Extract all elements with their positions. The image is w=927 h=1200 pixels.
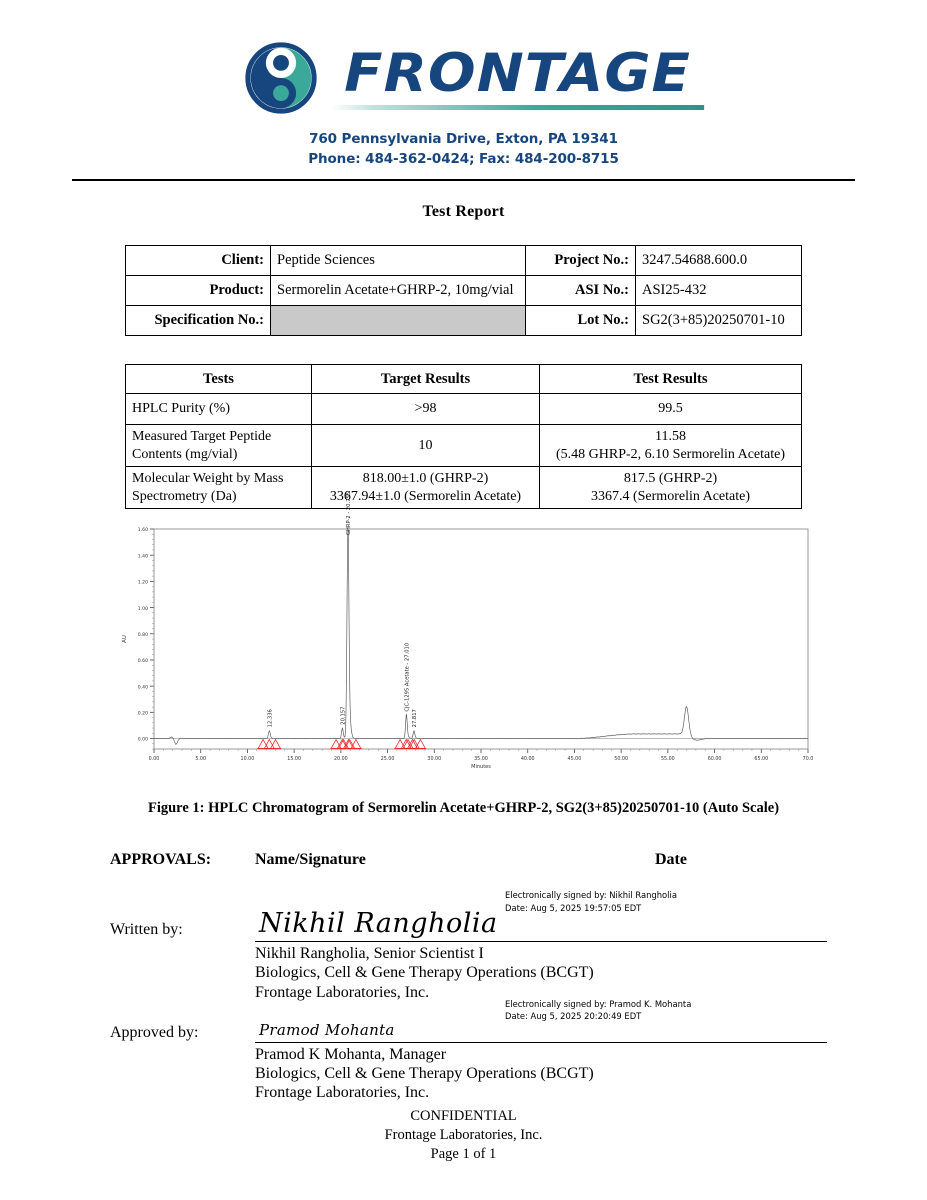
approved-by-esign-line1: Electronically signed by: Pramod K. Mohanta (505, 998, 692, 1009)
written-by-esign-line2: Date: Aug 5, 2025 19:57:05 EDT (505, 902, 642, 913)
product-label: Product: (126, 276, 271, 306)
svg-text:45.00: 45.00 (567, 757, 581, 763)
figure-caption: Figure 1: HPLC Chromatogram of Sermorelin Acetate+GHRP-2, SG2(3+85)20250701-10 (Auto Scale) (147, 800, 780, 817)
svg-text:60.00: 60.00 (707, 757, 721, 763)
company-address (0, 130, 927, 169)
svg-text:1.20: 1.20 (137, 580, 148, 586)
specification-no-value (271, 306, 526, 336)
client-value: Peptide Sciences (271, 246, 526, 276)
svg-text:40.00: 40.00 (520, 757, 535, 763)
svg-text:70.0: 70.0 (802, 757, 813, 763)
target-molecular-weight-line2: 3367.94±1.0 (Sermorelin Acetate) (329, 488, 522, 504)
svg-text:0.20: 0.20 (137, 711, 148, 717)
frontage-circle-logo-icon (245, 42, 317, 114)
svg-text:0.40: 0.40 (137, 685, 148, 691)
table-row (126, 467, 802, 509)
test-name-peptide-content-text: Measured Target Peptide Contents (mg/vial) (132, 429, 272, 462)
test-name-peptide-content (126, 425, 312, 467)
svg-text:5.00: 5.00 (194, 757, 206, 763)
approvals-header-row (110, 851, 827, 875)
svg-text:1.60: 1.60 (137, 528, 148, 534)
asi-no-label: ASI No.: (526, 276, 636, 306)
address-line-2: Phone: 484-362-0424; Fax: 484-200-8715 (308, 150, 619, 167)
client-label: Client: (126, 246, 271, 276)
written-by-detail-line2: Biologics, Cell & Gene Therapy Operations (BCGT) (255, 964, 594, 982)
svg-text:35.00: 35.00 (473, 757, 488, 763)
test-results-table (125, 364, 802, 509)
written-by-signature: Nikhil Rangholia (259, 908, 498, 940)
svg-text:0.80: 0.80 (137, 633, 148, 639)
report-info-table (125, 245, 802, 336)
footer-confidential: CONFIDENTIAL (410, 1108, 517, 1125)
result-molecular-weight-line2: 3367.4 (Sermorelin Acetate) (590, 488, 750, 504)
logo-row (0, 40, 927, 116)
page-footer (0, 1107, 927, 1164)
svg-text:30.00: 30.00 (426, 757, 441, 763)
target-hplc-purity: >98 (312, 394, 540, 425)
svg-text:50.00: 50.00 (613, 757, 628, 763)
approvals-section (0, 851, 927, 1102)
result-peptide-content (540, 425, 802, 467)
approved-by-detail-line2: Biologics, Cell & Gene Therapy Operations (BCGT) (255, 1064, 594, 1082)
lot-no-value: SG2(3+85)20250701-10 (636, 306, 802, 336)
svg-text:10.00: 10.00 (240, 757, 254, 763)
approval-entry-written-by (110, 885, 827, 1002)
test-name-molecular-weight (126, 467, 312, 509)
page-title: Test Report (422, 203, 505, 221)
target-molecular-weight-line1: 818.00±1.0 (GHRP-2) (362, 471, 489, 487)
table-row (126, 276, 802, 306)
target-peptide-content: 10 (312, 425, 540, 467)
test-name-hplc-purity: HPLC Purity (%) (126, 394, 312, 425)
svg-text:AU: AU (121, 635, 128, 643)
svg-text:20.157: 20.157 (339, 706, 346, 725)
col-header-test-results: Test Results (540, 365, 802, 394)
project-no-label: Project No.: (526, 246, 636, 276)
written-by-esign-line1: Electronically signed by: Nikhil Rangholia (505, 890, 677, 901)
written-by-detail-line1: Nikhil Rangholia, Senior Scientist I (255, 945, 484, 963)
approved-by-signature-area (255, 998, 827, 1043)
svg-text:CJC-1295 Acetate - 27.010: CJC-1295 Acetate - 27.010 (403, 642, 410, 712)
col-header-target-results: Target Results (312, 365, 540, 394)
project-no-value: 3247.54688.600.0 (636, 246, 802, 276)
svg-text:Minutes: Minutes (470, 764, 491, 771)
result-molecular-weight (540, 467, 802, 509)
header-divider (72, 179, 855, 181)
approvals-heading: APPROVALS: (110, 851, 212, 869)
approved-by-esign-stamp (505, 998, 691, 1023)
result-peptide-content-line1: 11.58 (655, 429, 686, 445)
approved-by-label: Approved by: (110, 1023, 199, 1041)
frontage-wordmark (331, 42, 691, 114)
table-row (126, 306, 802, 336)
written-by-signature-area (255, 885, 827, 942)
svg-text:1.00: 1.00 (137, 606, 148, 612)
result-peptide-content-line2: (5.48 GHRP-2, 6.10 Sermorelin Acetate) (555, 446, 785, 462)
svg-text:27.817: 27.817 (411, 709, 418, 728)
specification-no-label: Specification No.: (126, 306, 271, 336)
svg-text:0.00: 0.00 (148, 757, 159, 763)
approved-by-detail-line1: Pramod K Mohanta, Manager (255, 1045, 447, 1063)
approved-by-details (255, 1043, 827, 1103)
svg-text:GHRP-2 - 20.755: GHRP-2 - 20.755 (345, 492, 352, 536)
svg-text:15.00: 15.00 (286, 757, 301, 763)
asi-no-value: ASI25-432 (636, 276, 802, 306)
approved-by-detail-line3: Frontage Laboratories, Inc. (255, 1084, 430, 1102)
result-molecular-weight-line1: 817.5 (GHRP-2) (623, 471, 718, 487)
table-row (126, 425, 802, 467)
svg-text:0.60: 0.60 (137, 659, 148, 665)
footer-page-number: Page 1 of 1 (430, 1146, 497, 1163)
written-by-label: Written by: (110, 921, 183, 939)
svg-text:20.00: 20.00 (333, 757, 348, 763)
svg-text:0.00: 0.00 (137, 737, 148, 743)
approved-by-esign-line2: Date: Aug 5, 2025 20:20:49 EDT (505, 1011, 642, 1022)
written-by-details (255, 942, 827, 1002)
table-header-row (126, 365, 802, 394)
written-by-esign-stamp (505, 889, 677, 914)
approval-entry-approved-by (110, 998, 827, 1103)
lot-no-label: Lot No.: (526, 306, 636, 336)
approvals-col-date: Date (655, 851, 687, 869)
table-row (126, 246, 802, 276)
col-header-tests: Tests (126, 365, 312, 394)
svg-text:12.336: 12.336 (266, 709, 273, 728)
address-line-1: 760 Pennsylvania Drive, Exton, PA 19341 (309, 131, 618, 147)
wordmark-underline (331, 105, 704, 110)
wordmark-text: FRONTAGE (343, 42, 691, 104)
svg-text:55.00: 55.00 (660, 757, 675, 763)
result-hplc-purity: 99.5 (540, 394, 802, 425)
svg-text:65.00: 65.00 (753, 757, 768, 763)
letterhead (0, 0, 927, 181)
written-by-detail-line3: Frontage Laboratories, Inc. (255, 983, 430, 1001)
approved-by-signature: Pramod Mohanta (259, 1020, 395, 1039)
svg-text:1.40: 1.40 (137, 554, 148, 560)
product-value: Sermorelin Acetate+GHRP-2, 10mg/vial (271, 276, 526, 306)
footer-company: Frontage Laboratories, Inc. (384, 1127, 543, 1144)
approvals-col-name: Name/Signature (255, 851, 366, 869)
test-name-molecular-weight-text: Molecular Weight by Mass Spectrometry (Da) (132, 471, 284, 504)
table-row (126, 394, 802, 425)
svg-text:25.00: 25.00 (380, 757, 394, 763)
